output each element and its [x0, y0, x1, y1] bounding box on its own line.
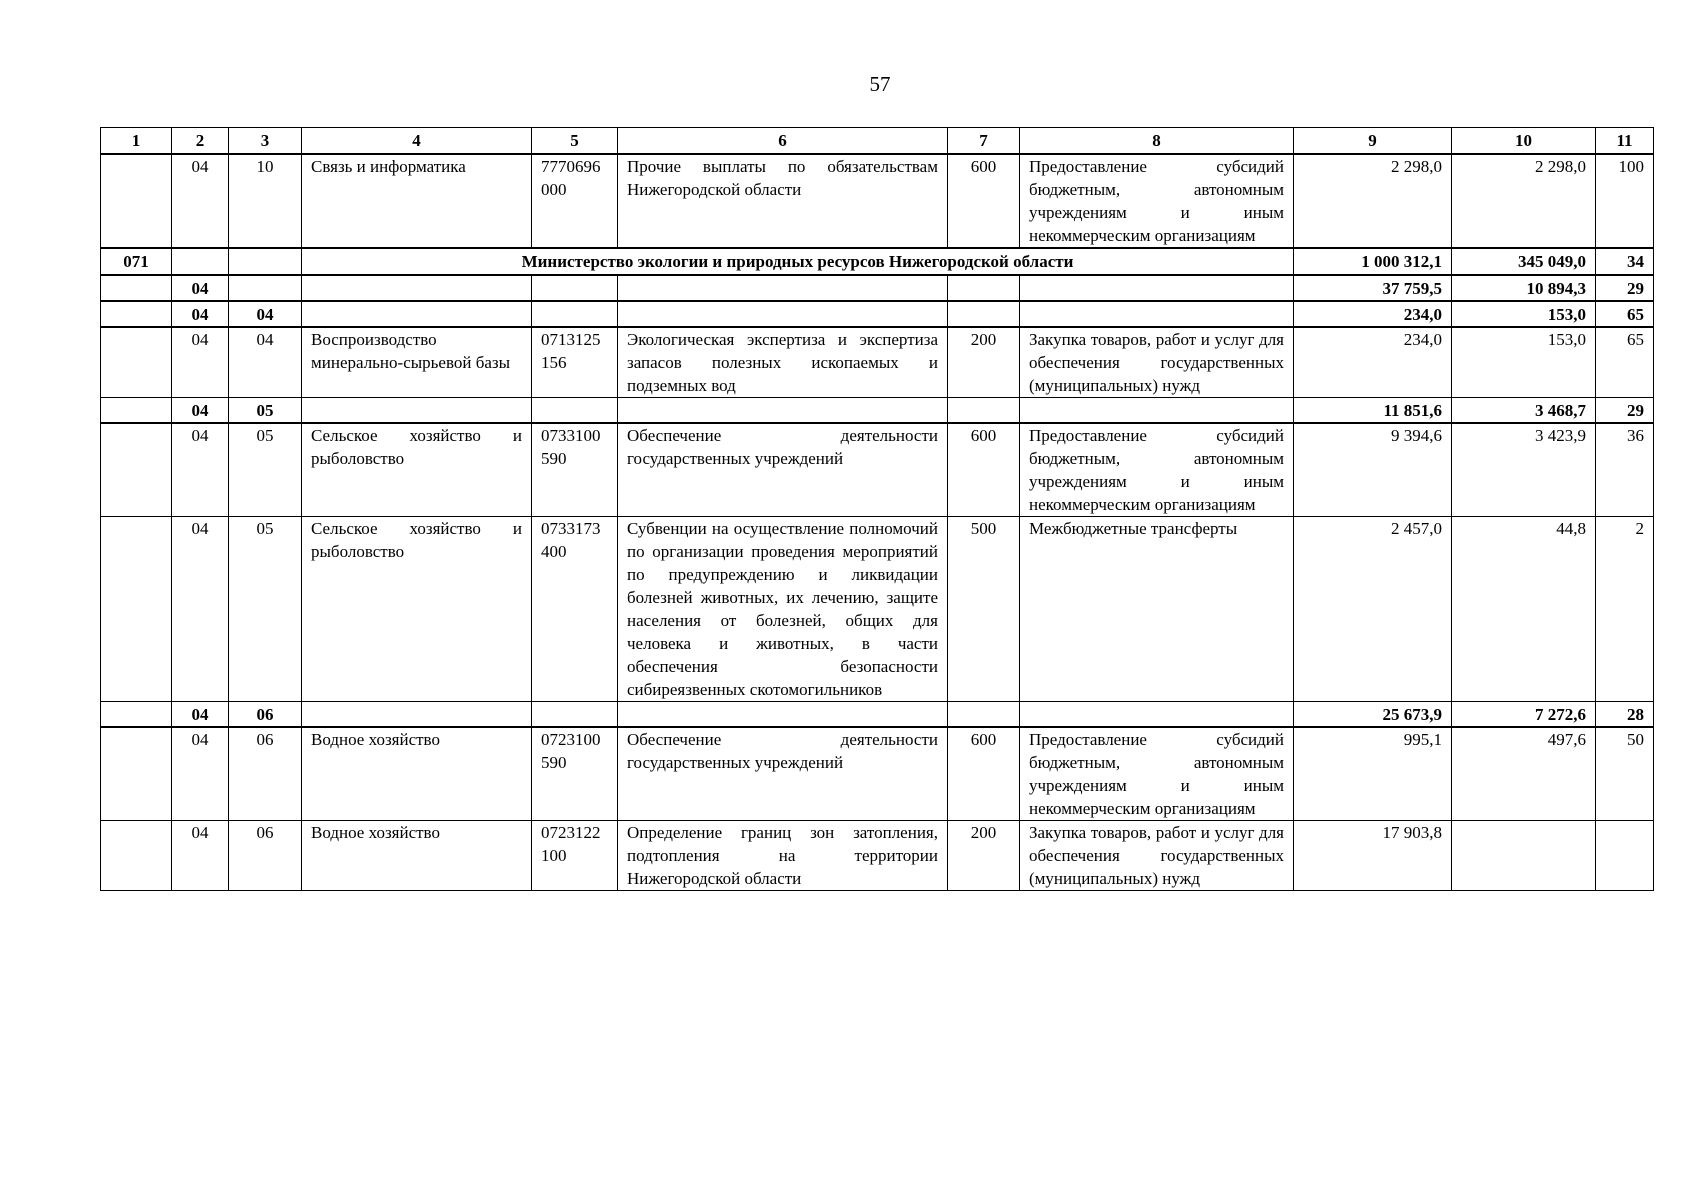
cell-subsection-name: Водное хозяйство	[302, 727, 532, 821]
cell-section: 04	[172, 301, 229, 327]
cell-expense-type-name	[1020, 275, 1294, 301]
page-number: 57	[869, 72, 891, 96]
cell-subsection: 05	[229, 398, 302, 424]
cell-planned: 17 903,8	[1294, 821, 1452, 891]
cell-subsection: 06	[229, 702, 302, 728]
cell-percent: 28	[1596, 702, 1654, 728]
ministry-title: Министерство экологии и природных ресурсов Нижегородской области	[302, 248, 1294, 275]
cell-target-article: 0723100590	[532, 727, 618, 821]
budget-table	[100, 127, 1654, 891]
cell-target-article: 7770696000	[532, 154, 618, 248]
column-number-row	[101, 128, 1654, 155]
ministry-row	[101, 248, 1654, 275]
cell-section: 04	[172, 727, 229, 821]
cell-expense-type-name: Межбюджетные трансферты	[1020, 517, 1294, 702]
cell-planned: 37 759,5	[1294, 275, 1452, 301]
cell-expense-type: 600	[948, 727, 1020, 821]
column-number: 9	[1294, 128, 1452, 155]
cell-article-name: Прочие выплаты по обязательствам Нижегородской области	[618, 154, 948, 248]
cell-target-article: 0733173400	[532, 517, 618, 702]
cell-target-article	[532, 275, 618, 301]
cell-expense-type	[948, 702, 1020, 728]
subtotal-row	[101, 702, 1654, 728]
cell-percent: 65	[1596, 301, 1654, 327]
cell-expense-type: 200	[948, 821, 1020, 891]
cell-target-article: 0733100590	[532, 423, 618, 517]
cell-percent: 50	[1596, 727, 1654, 821]
cell-executed: 3 468,7	[1452, 398, 1596, 424]
cell-executed: 2 298,0	[1452, 154, 1596, 248]
cell-expense-type-name: Закупка товаров, работ и услуг для обеспечения государственных (муниципальных) нужд	[1020, 821, 1294, 891]
cell-ministry-code	[101, 423, 172, 517]
cell-executed: 153,0	[1452, 301, 1596, 327]
cell-expense-type-name	[1020, 398, 1294, 424]
cell-subsection-name: Воспроизводство минерально-сырьевой базы	[302, 327, 532, 398]
cell-subsection: 05	[229, 517, 302, 702]
cell-section: 04	[172, 702, 229, 728]
column-number: 2	[172, 128, 229, 155]
cell-planned: 9 394,6	[1294, 423, 1452, 517]
cell-subsection-name	[302, 702, 532, 728]
cell-percent: 100	[1596, 154, 1654, 248]
cell-section: 04	[172, 821, 229, 891]
cell-ministry-code	[101, 821, 172, 891]
cell-expense-type-name: Предоставление субсидий бюджетным, автономным учреждениям и иным некоммерческим организациям	[1020, 423, 1294, 517]
subtotal-row	[101, 275, 1654, 301]
cell-expense-type	[948, 398, 1020, 424]
cell-ministry-code	[101, 702, 172, 728]
cell-executed: 44,8	[1452, 517, 1596, 702]
cell-section	[172, 248, 229, 275]
cell-percent: 65	[1596, 327, 1654, 398]
cell-article-name: Субвенции на осуществление полномочий по организации проведения мероприятий по предупреждению и ликвидации болезней животных, их лечению, защите населения от болезней, общих для человека и животных, в части обеспечения безопасности сибиреязвенных скотомогильников	[618, 517, 948, 702]
cell-subsection-name: Сельское хозяйство и рыболовство	[302, 517, 532, 702]
cell-planned: 1 000 312,1	[1294, 248, 1452, 275]
cell-expense-type	[948, 275, 1020, 301]
column-number: 1	[101, 128, 172, 155]
cell-planned: 234,0	[1294, 327, 1452, 398]
table-row	[101, 517, 1654, 702]
cell-expense-type-name: Предоставление субсидий бюджетным, автономным учреждениям и иным некоммерческим организациям	[1020, 727, 1294, 821]
cell-article-name	[618, 301, 948, 327]
cell-subsection-name	[302, 398, 532, 424]
cell-subsection	[229, 248, 302, 275]
cell-percent: 2	[1596, 517, 1654, 702]
cell-executed	[1452, 821, 1596, 891]
cell-section: 04	[172, 423, 229, 517]
column-number: 7	[948, 128, 1020, 155]
table-row	[101, 821, 1654, 891]
cell-executed: 7 272,6	[1452, 702, 1596, 728]
cell-subsection-name: Связь и информатика	[302, 154, 532, 248]
cell-ministry-code	[101, 301, 172, 327]
cell-article-name	[618, 275, 948, 301]
cell-planned: 995,1	[1294, 727, 1452, 821]
column-number: 11	[1596, 128, 1654, 155]
column-number: 6	[618, 128, 948, 155]
column-number: 3	[229, 128, 302, 155]
cell-ministry-code	[101, 154, 172, 248]
cell-section: 04	[172, 275, 229, 301]
cell-expense-type-name: Закупка товаров, работ и услуг для обеспечения государственных (муниципальных) нужд	[1020, 327, 1294, 398]
cell-section: 04	[172, 154, 229, 248]
cell-expense-type-name	[1020, 702, 1294, 728]
cell-executed: 497,6	[1452, 727, 1596, 821]
cell-percent: 36	[1596, 423, 1654, 517]
cell-target-article: 0723122100	[532, 821, 618, 891]
cell-expense-type-name: Предоставление субсидий бюджетным, автономным учреждениям и иным некоммерческим организациям	[1020, 154, 1294, 248]
cell-percent: 34	[1596, 248, 1654, 275]
column-number: 8	[1020, 128, 1294, 155]
cell-executed: 10 894,3	[1452, 275, 1596, 301]
cell-subsection: 04	[229, 301, 302, 327]
cell-expense-type: 600	[948, 423, 1020, 517]
column-number: 4	[302, 128, 532, 155]
cell-executed: 345 049,0	[1452, 248, 1596, 275]
table-row	[101, 327, 1654, 398]
column-number: 10	[1452, 128, 1596, 155]
cell-target-article	[532, 398, 618, 424]
cell-ministry-code	[101, 727, 172, 821]
subtotal-row	[101, 301, 1654, 327]
cell-expense-type	[948, 301, 1020, 327]
cell-planned: 234,0	[1294, 301, 1452, 327]
cell-target-article	[532, 301, 618, 327]
cell-subsection-name: Водное хозяйство	[302, 821, 532, 891]
cell-article-name: Обеспечение деятельности государственных учреждений	[618, 727, 948, 821]
cell-target-article	[532, 702, 618, 728]
cell-subsection-name: Сельское хозяйство и рыболовство	[302, 423, 532, 517]
cell-article-name	[618, 398, 948, 424]
cell-section: 04	[172, 398, 229, 424]
cell-article-name: Экологическая экспертиза и экспертиза запасов полезных ископаемых и подземных вод	[618, 327, 948, 398]
cell-expense-type: 600	[948, 154, 1020, 248]
subtotal-row	[101, 398, 1654, 424]
cell-section: 04	[172, 517, 229, 702]
cell-article-name: Определение границ зон затопления, подтопления на территории Нижегородской области	[618, 821, 948, 891]
cell-subsection: 05	[229, 423, 302, 517]
cell-subsection: 04	[229, 327, 302, 398]
cell-subsection: 10	[229, 154, 302, 248]
cell-planned: 25 673,9	[1294, 702, 1452, 728]
table-row	[101, 154, 1654, 248]
column-number: 5	[532, 128, 618, 155]
cell-subsection-name	[302, 301, 532, 327]
table-row	[101, 423, 1654, 517]
cell-expense-type: 500	[948, 517, 1020, 702]
cell-planned: 2 298,0	[1294, 154, 1452, 248]
cell-section: 04	[172, 327, 229, 398]
cell-percent: 29	[1596, 275, 1654, 301]
cell-percent: 29	[1596, 398, 1654, 424]
cell-expense-type-name	[1020, 301, 1294, 327]
cell-ministry-code	[101, 517, 172, 702]
cell-percent	[1596, 821, 1654, 891]
cell-article-name	[618, 702, 948, 728]
cell-ministry-code	[101, 275, 172, 301]
table-row	[101, 727, 1654, 821]
cell-executed: 3 423,9	[1452, 423, 1596, 517]
cell-subsection: 06	[229, 727, 302, 821]
cell-expense-type: 200	[948, 327, 1020, 398]
cell-subsection	[229, 275, 302, 301]
cell-executed: 153,0	[1452, 327, 1596, 398]
cell-article-name: Обеспечение деятельности государственных учреждений	[618, 423, 948, 517]
cell-ministry-code	[101, 398, 172, 424]
cell-planned: 11 851,6	[1294, 398, 1452, 424]
cell-subsection: 06	[229, 821, 302, 891]
cell-subsection-name	[302, 275, 532, 301]
cell-planned: 2 457,0	[1294, 517, 1452, 702]
cell-ministry-code	[101, 327, 172, 398]
cell-ministry-code: 071	[101, 248, 172, 275]
cell-target-article: 0713125156	[532, 327, 618, 398]
